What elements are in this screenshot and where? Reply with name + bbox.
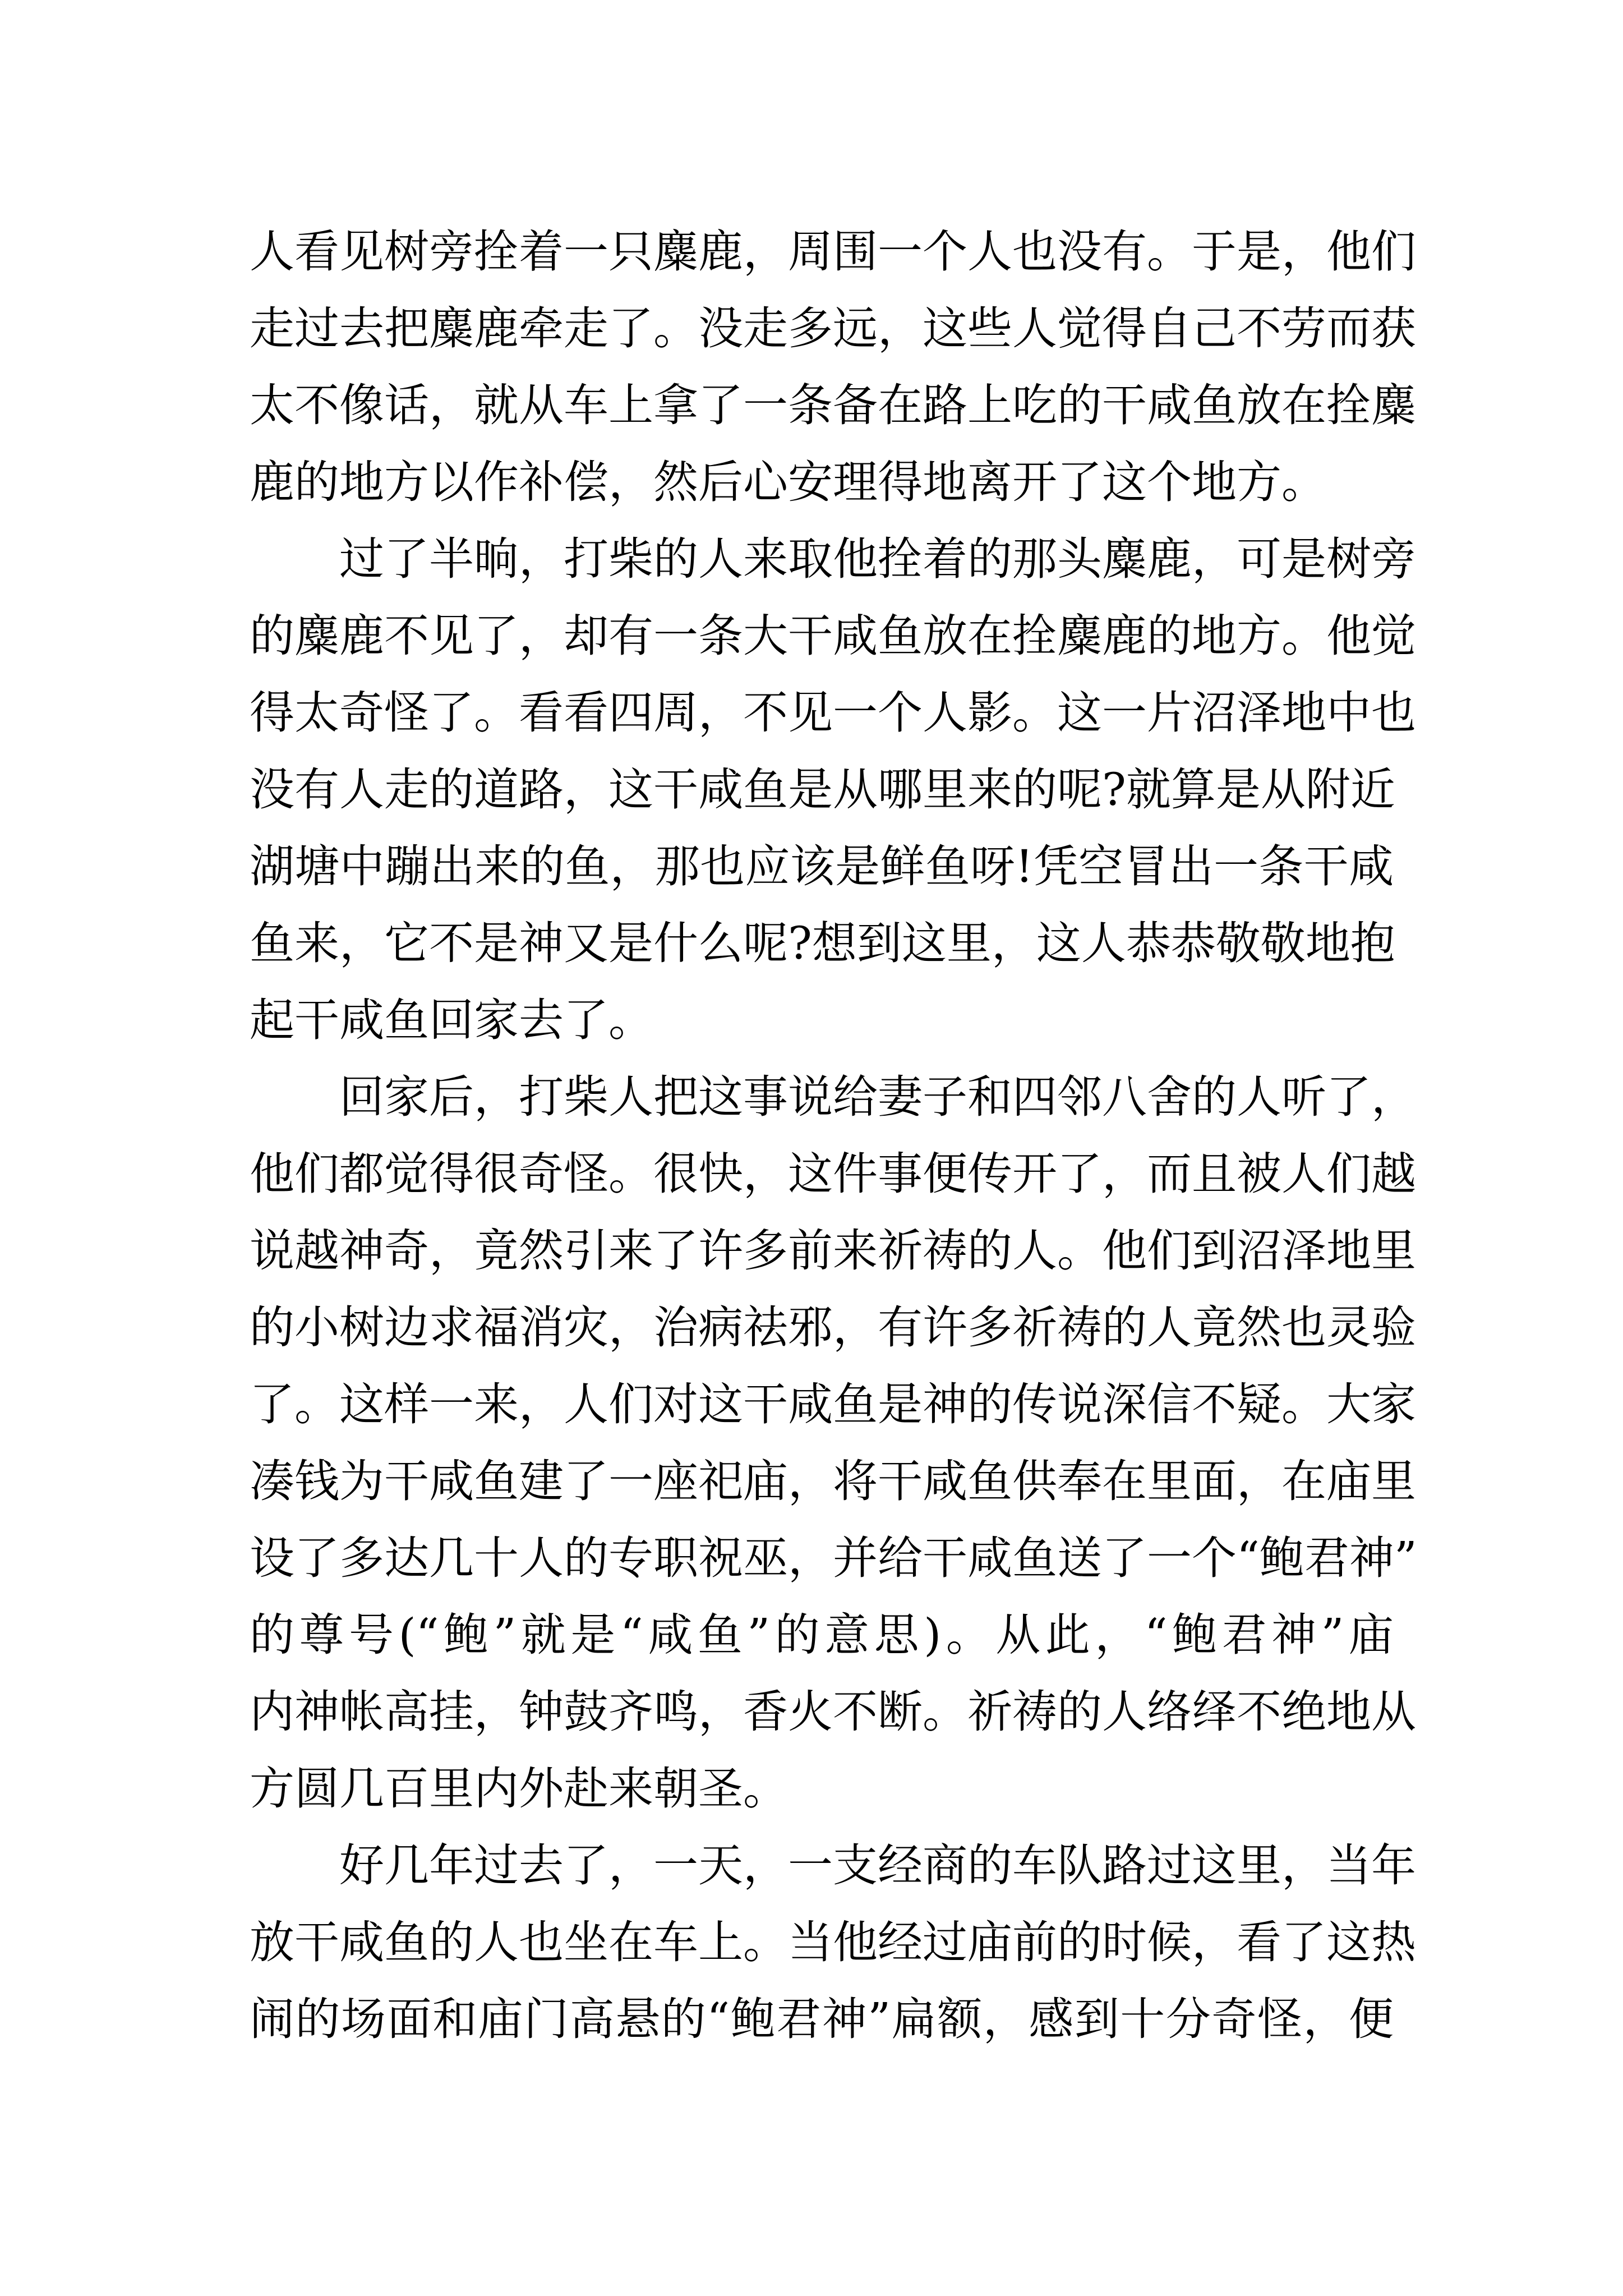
text-line: 闹的场面和庙门高悬的“鲍君神”扁额，感到十分奇怪，便 [250,1993,1394,2045]
text-line: 人看见树旁拴着一只麋鹿，周围一个人也没有。于是，他们 [250,226,1416,278]
text-line: 太不像话，就从车上拿了一条备在路上吃的干咸鱼放在拴麋 [250,379,1416,431]
text-line: 得太奇怪了。看看四周，不见一个人影。这一片沼泽地中也 [250,687,1416,739]
paragraph-first-line: 回家后，打柴人把这事说给妻子和四邻八舍的人听了， [339,1071,1416,1123]
text-line: 方圆几百里内外赴来朝圣。 [250,1763,788,1815]
text-line: 鹿的地方以作补偿，然后心安理得地离开了这个地方。 [250,456,1326,508]
text-line: 鱼来，它不是神又是什么呢?想到这里，这人恭恭敬敬地抱 [250,917,1395,969]
text-line: 了。这样一来，人们对这干咸鱼是神的传说深信不疑。大家 [250,1378,1416,1430]
text-line: 的麋鹿不见了，却有一条大干咸鱼放在拴麋鹿的地方。他觉 [250,610,1416,662]
text-line: 湖塘中蹦出来的鱼，那也应该是鲜鱼呀!凭空冒出一条干咸 [250,840,1394,892]
text-line: 没有人走的道路，这干咸鱼是从哪里来的呢?就算是从附近 [250,763,1395,816]
text-line: 内神帐高挂，钟鼓齐鸣，香火不断。祈祷的人络绎不绝地从 [250,1686,1416,1738]
text-line: 起干咸鱼回家去了。 [250,994,653,1046]
story-text [250,213,1417,2058]
paragraph-first-line: 好几年过去了，一天，一支经商的车队路过这里，当年 [339,1839,1416,1892]
text-line: 他们都觉得很奇怪。很快，这件事便传开了，而且被人们越 [250,1148,1416,1200]
text-line: 设了多达几十人的专职祝巫，并给干咸鱼送了一个“鲍君神” [250,1532,1417,1584]
text-line: 的小树边求福消灾，治病祛邪，有许多祈祷的人竟然也灵验 [250,1301,1416,1354]
text-line: 走过去把麋鹿牵走了。没走多远，这些人觉得自己不劳而获 [250,302,1416,355]
text-line: 说越神奇，竟然引来了许多前来祈祷的人。他们到沼泽地里 [250,1225,1416,1277]
text-line: 的尊号(“鲍”就是“咸鱼”的意思)。从此，“鲍君神”庙 [250,1609,1394,1661]
text-line: 放干咸鱼的人也坐在车上。当他经过庙前的时候，看了这热 [250,1916,1416,1968]
text-line: 凑钱为干咸鱼建了一座祀庙，将干咸鱼供奉在里面，在庙里 [250,1455,1416,1507]
paragraph-first-line: 过了半晌，打柴的人来取他拴着的那头麋鹿，可是树旁 [339,533,1416,585]
